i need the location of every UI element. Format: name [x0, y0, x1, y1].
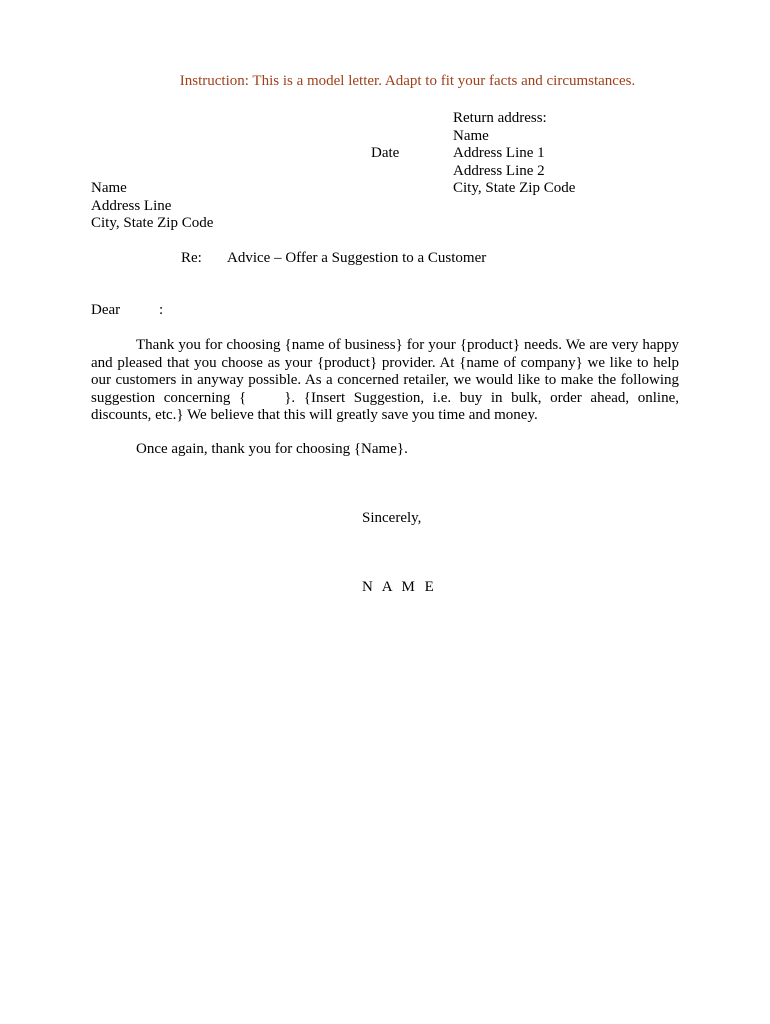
subject-label: Re: — [181, 250, 202, 266]
closing-paragraph: Once again, thank you for choosing {Name}. — [136, 441, 408, 457]
sender-city-state-zip: City, State Zip Code — [453, 180, 576, 196]
salutation: Dear — [91, 302, 121, 318]
sender-address-line-1: Address Line 1 — [453, 145, 545, 161]
recipient-address-line: Address Line — [91, 197, 172, 214]
signoff: Sincerely, — [362, 510, 422, 526]
sender-address-line-2: Address Line 2 — [453, 162, 545, 179]
date-label: Date — [371, 145, 400, 161]
signature-name: N A M E — [362, 579, 437, 595]
body-paragraph — [91, 337, 679, 425]
recipient-name: Name — [91, 180, 127, 196]
instruction-note: Instruction: This is a model letter. Adapt to fit your facts and circumstances. — [179, 73, 636, 89]
body-text-part-2: }. {Insert Suggestion, i.e. buy in bulk, order ahead, online, discounts, etc.} We believe that this will greatly save you time and money. — [91, 389, 679, 423]
subject-text: Advice – Offer a Suggestion to a Customer — [227, 250, 487, 266]
recipient-address-block — [91, 180, 213, 233]
return-address-block — [453, 110, 575, 198]
body-text-part-1: Thank you for choosing {name of business} for your {product} needs. We are very happy and pleased that you choose as your {product} provider. At {name of company} we like to help our customers in anyway possible. As a concerned retailer, we would like to make the following suggestion concerning { — [91, 337, 679, 406]
salutation-colon: : — [159, 302, 164, 318]
sender-name: Name — [453, 127, 489, 144]
return-address-heading: Return address: — [453, 110, 547, 126]
recipient-city-state-zip: City, State Zip Code — [91, 215, 214, 231]
